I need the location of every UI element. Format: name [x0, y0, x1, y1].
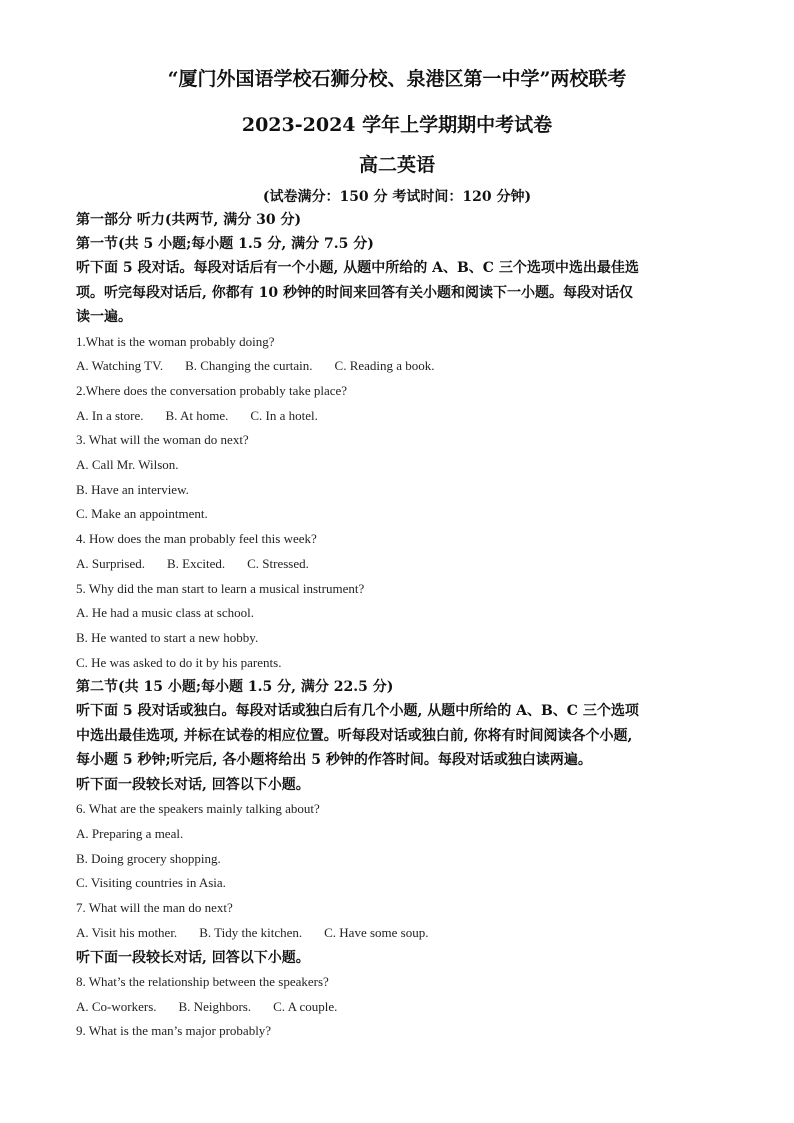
- option-c: C. Reading a book.: [334, 358, 435, 374]
- option-a: A. Surprised.: [76, 555, 145, 571]
- question-4: 4. How does the man probably feel this week?: [76, 531, 317, 547]
- question-6: 6. What are the speakers mainly talking about?: [76, 801, 320, 817]
- option-b: B. Have an interview.: [76, 481, 189, 497]
- option-c: C. Make an appointment.: [76, 506, 208, 522]
- part-title: 第一部分 听力(共两节, 满分 30 分): [76, 212, 302, 228]
- section-1-instructions-line: 项。听完每段对话后, 你都有 10 秒钟的时间来回答有关小题和阅读下一小题。每段对话仅: [76, 284, 633, 301]
- subject-title: 高二英语: [358, 154, 435, 176]
- question-2: 2.Where does the conversation probably take place?: [76, 382, 348, 398]
- option-a: A. Preparing a meal.: [76, 826, 184, 842]
- option-c: C. He was asked to do it by his parents.: [76, 654, 282, 670]
- section-2-title: 第二节(共 15 小题;每小题 1.5 分, 满分 22.5 分): [76, 679, 394, 696]
- option-b: B. Changing the curtain.: [185, 358, 313, 374]
- option-c: C. In a hotel.: [250, 407, 318, 423]
- section-1-instructions-line: 读一遍。: [76, 309, 132, 325]
- section-2-instructions-line: 中选出最佳选项, 并标在试卷的相应位置。听每段对话或独白前, 你将有时间阅读各个小题,: [76, 727, 633, 744]
- option-a: A. Co-workers.: [76, 998, 157, 1014]
- question-2-options: [76, 404, 716, 429]
- option-c: C. Visiting countries in Asia.: [76, 875, 226, 891]
- question-7: 7. What will the man do next?: [76, 900, 233, 916]
- option-b: B. Tidy the kitchen.: [199, 924, 303, 940]
- section-2-instructions-line: 每小题 5 秒钟;听完后, 各小题将给出 5 秒钟的作答时间。每段对话或独白读两遍。: [76, 752, 592, 769]
- option-a: A. In a store.: [76, 407, 144, 423]
- question-9: 9. What is the man’s major probably?: [76, 1023, 272, 1039]
- option-b: B. Neighbors.: [178, 998, 252, 1014]
- exam-title: 2023-2024 学年上学期期中考试卷: [241, 114, 553, 136]
- option-c: C. A couple.: [273, 998, 338, 1014]
- school-header: “厦门外国语学校石狮分校、泉港区第一中学”两校联考: [167, 68, 627, 90]
- long-dialogue-note: 听下面一段较长对话, 回答以下小题。: [76, 776, 310, 793]
- question-8-options: [76, 995, 716, 1020]
- section-1-instructions-line: 听下面 5 段对话。每段对话后有一个小题, 从题中所给的 A、B、C 三个选项中选出最佳选: [76, 260, 639, 276]
- long-dialogue-note: 听下面一段较长对话, 回答以下小题。: [76, 949, 310, 966]
- question-8: 8. What’s the relationship between the speakers?: [76, 974, 329, 990]
- option-b: B. At home.: [165, 407, 229, 423]
- option-c: C. Have some soup.: [324, 924, 429, 940]
- option-a: A. Call Mr. Wilson.: [76, 457, 179, 473]
- option-c: C. Stressed.: [247, 555, 309, 571]
- section-2-instructions-line: 听下面 5 段对话或独白。每段对话或独白后有几个小题, 从题中所给的 A、B、C 三个选项: [76, 703, 639, 720]
- option-b: B. Doing grocery shopping.: [76, 850, 221, 866]
- option-a: A. He had a music class at school.: [76, 605, 254, 621]
- exam-content: [76, 208, 716, 1044]
- option-a: A. Watching TV.: [76, 358, 164, 374]
- question-7-options: [76, 921, 716, 946]
- question-1: 1.What is the woman probably doing?: [76, 333, 275, 349]
- question-5: 5. Why did the man start to learn a musical instrument?: [76, 580, 365, 596]
- option-b: B. He wanted to start a new hobby.: [76, 629, 259, 645]
- option-b: B. Excited.: [166, 555, 226, 571]
- exam-info: (试卷满分：150 分 考试时间：120 分钟): [262, 189, 532, 205]
- question-4-options: [76, 552, 716, 577]
- question-1-options: [76, 354, 716, 379]
- question-3: 3. What will the woman do next?: [76, 432, 249, 448]
- section-1-title: 第一节(共 5 小题;每小题 1.5 分, 满分 7.5 分): [76, 236, 374, 252]
- option-a: A. Visit his mother.: [76, 924, 178, 940]
